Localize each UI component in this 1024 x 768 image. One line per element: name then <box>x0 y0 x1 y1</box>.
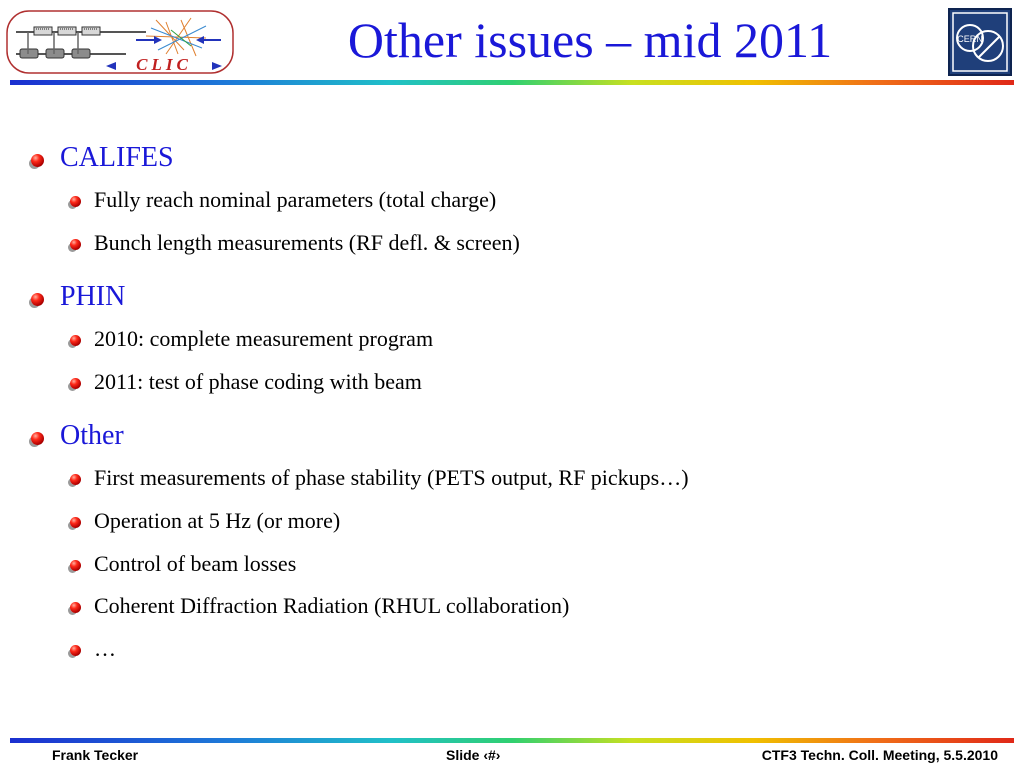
list-item: Operation at 5 Hz (or more) <box>94 508 341 533</box>
sub-bullet-icon <box>70 196 81 207</box>
footer-author: Frank Tecker <box>52 747 139 763</box>
clic-logo-text: CLIC <box>136 55 192 74</box>
list-item: Bunch length measurements (RF defl. & screen) <box>94 230 520 255</box>
cern-logo-text: CERN <box>957 34 983 44</box>
section-heading-other: Other <box>60 420 124 451</box>
list-item: 2011: test of phase coding with beam <box>94 369 422 394</box>
list-item: Control of beam losses <box>94 551 297 576</box>
sub-bullet-icon <box>70 239 81 250</box>
list-item: Coherent Diffraction Radiation (RHUL collaboration) <box>94 593 570 618</box>
section-heading-califes: CALIFES <box>60 142 174 173</box>
sub-bullet-icon <box>70 335 81 346</box>
slide-title: Other issues – mid 2011 <box>347 12 833 68</box>
bullet-icon <box>31 432 44 445</box>
list-item: … <box>94 636 116 661</box>
section-heading-phin: PHIN <box>60 281 126 312</box>
list-item: 2010: complete measurement program <box>94 326 434 351</box>
footer-divider <box>10 738 1014 743</box>
footer-event: CTF3 Techn. Coll. Meeting, 5.5.2010 <box>761 747 998 763</box>
sub-bullet-icon <box>70 378 81 389</box>
sub-bullet-icon <box>70 474 81 485</box>
bullet-icon <box>31 154 44 167</box>
sub-bullet-icon <box>70 517 81 528</box>
sub-bullet-icon <box>70 602 81 613</box>
bullet-icon <box>31 293 44 306</box>
footer-slide-number: Slide ‹#› <box>446 747 501 763</box>
list-item: Fully reach nominal parameters (total charge) <box>94 187 497 212</box>
list-item: First measurements of phase stability (PETS output, RF pickups…) <box>94 465 689 490</box>
sub-bullet-icon <box>70 560 81 571</box>
sub-bullet-icon <box>70 645 81 656</box>
